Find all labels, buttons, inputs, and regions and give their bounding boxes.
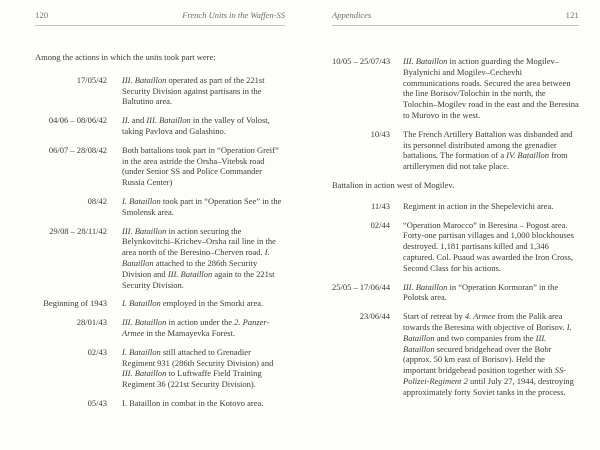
intro-paragraph: Among the actions in which the units took part were: bbox=[35, 52, 216, 62]
right-entries-top-list bbox=[332, 56, 579, 172]
entry-date: 28/01/43 bbox=[76, 317, 107, 328]
timeline-entry bbox=[35, 75, 285, 107]
timeline-entry bbox=[332, 282, 579, 304]
entry-date: 23/06/44 bbox=[359, 311, 390, 322]
section-heading: Battalion in action west of Mogilev. bbox=[332, 179, 455, 190]
timeline-entry bbox=[35, 115, 285, 137]
entry-description: III. Bataillon in action guarding the Mogilev–Byalynichi and Mogilev–Cechevhi communications roads. Secured the area between the line Borisov/Tolochin in the north, the Tolochin–Mogilev road in the east and the Beresina to Murovo in the west. bbox=[403, 56, 579, 120]
entry-description: I. Bataillon still attached to Grenadier Regiment 931 (286th Security Division) and III. Bataillon to Luftwaffe Field Training Regiment 36 (221st Security Division). bbox=[122, 346, 274, 390]
timeline-entry bbox=[332, 56, 579, 121]
timeline-entry bbox=[35, 196, 285, 218]
left-page-header bbox=[35, 10, 285, 26]
entry-date: 11/43 bbox=[370, 200, 390, 211]
entry-description: II. and III. Bataillon in the valley of Volost, taking Pavlova and Galashino. bbox=[122, 115, 270, 136]
entry-date: 02/44 bbox=[370, 219, 390, 230]
right-entries-bottom-list bbox=[332, 201, 579, 398]
entry-description: III. Bataillon in action under the 2. Panzer-Armee in the Mamayevka Forest. bbox=[122, 317, 270, 338]
right-page-header bbox=[332, 10, 579, 26]
page-number: 120 bbox=[35, 10, 49, 20]
entry-description: III. Bataillon in “Operation Kormoran” in the Polotsk area. bbox=[403, 281, 559, 303]
timeline-entry bbox=[35, 145, 285, 188]
right-page bbox=[332, 10, 579, 406]
timeline-entry bbox=[332, 311, 579, 397]
timeline-entry bbox=[35, 398, 285, 409]
timeline-entry bbox=[332, 201, 579, 212]
entry-description: Both battalions took part in “Operation Greif” in the area astride the Orsha–Vitebsk road (under Senior SS and Police Commander Russia Center) bbox=[122, 144, 279, 188]
entry-date: 10/05 – 25/07/43 bbox=[332, 56, 391, 66]
entry-date: Beginning of 1943 bbox=[43, 298, 107, 309]
entry-description: Regiment in action in the Shepelevichi area. bbox=[403, 200, 554, 211]
entry-description: III. Bataillon operated as part of the 221st Security Division against partisans in the Baltutino area. bbox=[122, 74, 265, 107]
entry-date: 06/07 – 28/08/42 bbox=[48, 144, 107, 155]
timeline-entry bbox=[35, 226, 285, 291]
entry-date: 10/43 bbox=[370, 128, 390, 139]
entry-date: 08/42 bbox=[87, 195, 107, 206]
entry-description: The French Artillery Battalion was disbanded and its personnel distributed among the grenadier battalions. The formation of a IV. Bataillon from artillerymen did not take place. bbox=[403, 128, 573, 172]
timeline-entry bbox=[35, 317, 285, 339]
entry-date: 04/06 – 08/06/42 bbox=[48, 115, 107, 126]
entry-date: 05/43 bbox=[87, 397, 107, 408]
entry-date: 17/05/42 bbox=[76, 74, 107, 85]
timeline-entry bbox=[332, 129, 579, 172]
entry-date: 25/05 – 17/06/44 bbox=[332, 281, 391, 292]
entry-description: “Operation Marocco” in Beresina – Pogost area. Forty-one partisan villages and 1,000 blockhouses destroyed. 1,181 partisans killed and 1,346 captured. Col. Puaud was awarded the Iron Cross, Second Class for his actions. bbox=[403, 219, 574, 273]
timeline-entry bbox=[35, 298, 285, 309]
left-page bbox=[35, 10, 285, 417]
page-number: 121 bbox=[565, 10, 579, 20]
entry-description: I. Bataillon in combat in the Kotovo area. bbox=[122, 397, 264, 408]
entry-description: I. Bataillon employed in the Smorki area. bbox=[122, 298, 264, 309]
left-page-body bbox=[35, 52, 285, 409]
entry-date: 29/08 – 28/11/42 bbox=[49, 225, 107, 236]
running-title: French Units in the Waffen-SS bbox=[182, 10, 285, 20]
entry-description: III. Bataillon in action securing the Belynkovitchi–Krichev–Orsha rail line in the area north of the Beresino–Cherven road. I. Bataillon attached to the 286th Security Division and III. Bataillon again to the 221st Security Division. bbox=[122, 225, 276, 290]
right-page-body bbox=[332, 56, 579, 398]
entry-description: Start of retreat by 4. Armee from the Palik area towards the Beresina with objective of Borisov. I. Bataillon and two companies from the III. Bataillon secured bridgehead over the Bobr (approx. 50 km east of Borisov). Held the important bridgehead position together with SS-Polizei-Regiment 2 until July 27, 1944, destroying approximately forty Soviet tanks in the process. bbox=[403, 311, 574, 397]
entry-description: I. Bataillon took part in “Operation See” in the Smolensk area. bbox=[122, 195, 282, 217]
entry-date: 02/43 bbox=[87, 346, 107, 357]
timeline-entry bbox=[35, 347, 285, 390]
timeline-entry bbox=[332, 220, 579, 274]
running-title: Appendices bbox=[332, 10, 372, 20]
left-entries-list bbox=[35, 75, 285, 409]
